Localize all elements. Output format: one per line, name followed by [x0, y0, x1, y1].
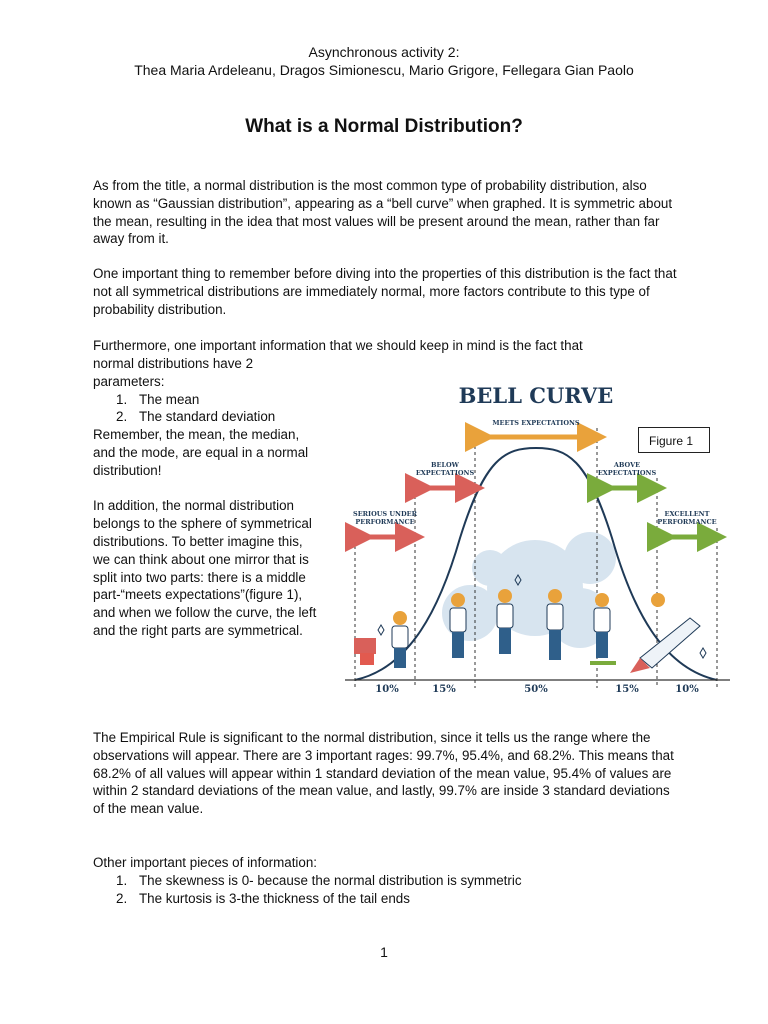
list-text: The mean: [139, 391, 200, 407]
percent-label: 10%: [675, 684, 699, 695]
page-title: What is a Normal Distribution?: [245, 116, 523, 137]
paragraph-symmetry-note: One important thing to remember before diving into the properties of this distribution is the fact that not all symmetrical distributions are immediately normal, more factors contribute to this type of probability distribution.: [93, 266, 677, 317]
other-info-heading: Other important pieces of information:: [93, 855, 318, 870]
bell-curve-figure: [340, 368, 740, 703]
list-item: [93, 890, 683, 908]
rocket-icon: [630, 593, 700, 673]
label-above-2: EXPECTATIONS: [597, 469, 657, 477]
person-figure: [450, 593, 466, 658]
other-info-section: [93, 854, 683, 907]
header-line-authors: Thea Maria Ardeleanu, Dragos Simionescu, Mario Grigore, Fellegara Gian Paolo: [134, 62, 634, 78]
percent-label: 50%: [524, 684, 548, 695]
parameters-text: normal distributions have 2 parameters:: [93, 356, 254, 389]
page-number: 1: [380, 944, 388, 960]
label-excellent-1: EXCELLENT: [664, 510, 710, 518]
paragraph-mirror-analogy: In addition, the normal distribution belongs to the sphere of symmetrical distributions. To better imagine this, we can think about one mirror that is split into two parts: there is a middle part-“meets expectations”(figure 1), and when we follow the curve, the left and the right parts are symmetrical.: [93, 498, 317, 638]
list-item: [93, 872, 683, 890]
paragraph-intro: As from the title, a normal distribution is the most common type of probability distribution, also known as “Gaussian distribution”, appearing as a “bell curve” when graphed. It is symmetric about the mean, resulting in the idea that most values will be present around the mean, rather than far away from it.: [93, 178, 673, 247]
list-item: [93, 391, 321, 409]
label-below-1: BELOW: [431, 461, 459, 469]
paragraph-empirical-rule: The Empirical Rule is significant to the normal distribution, since it tells us the range where the observations will appear. There are 3 important rages: 99.7%, 95.4%, and 68.2%. This means that 68.2% of all values will appear within 1 standard deviation of the mean value, 95.4% of values are within 2 standard deviations of the mean value, and lastly, 99.7% are inside 3 standard deviations of the mean value.: [93, 730, 674, 817]
list-item: [93, 408, 321, 426]
person-figure: [547, 589, 563, 660]
paragraph-mean-median-mode: Remember, the mean, the median, and the mode, are equal in a normal distribution!: [93, 427, 309, 478]
person-figure: [392, 611, 408, 668]
list-number: 2.: [116, 890, 128, 906]
header-line-activity: Asynchronous activity 2:: [308, 44, 460, 60]
percent-labels: [375, 684, 699, 695]
percent-label: 15%: [432, 684, 456, 695]
list-number: 1.: [116, 391, 128, 407]
paragraph-parameters-lead: Furthermore, one important information that we should keep in mind is the fact that: [93, 338, 583, 353]
label-serious-2: PERFORMANCE: [355, 518, 415, 526]
figure-heading: BELL CURVE: [458, 383, 614, 408]
label-above-1: ABOVE: [613, 461, 641, 469]
list-text: The standard deviation: [139, 409, 276, 425]
list-number: 1.: [116, 872, 128, 888]
figure-caption: Figure 1: [638, 427, 710, 453]
percent-label: 15%: [615, 684, 639, 695]
label-meets-expectations: MEETS EXPECTATIONS: [492, 419, 580, 427]
label-below-2: EXPECTATIONS: [415, 469, 475, 477]
list-number: 2.: [116, 409, 128, 425]
parameters-list: [93, 391, 321, 427]
gears-background: [442, 532, 616, 648]
other-info-list: [93, 872, 683, 908]
left-column: [93, 355, 321, 640]
label-excellent-2: PERFORMANCE: [657, 518, 717, 526]
label-serious-1: SERIOUS UNDER: [353, 510, 417, 518]
list-text: The skewness is 0- because the normal distribution is symmetric: [139, 872, 522, 888]
list-text: The kurtosis is 3-the thickness of the tail ends: [139, 890, 410, 906]
percent-label: 10%: [375, 684, 399, 695]
person-figure: [497, 589, 513, 654]
